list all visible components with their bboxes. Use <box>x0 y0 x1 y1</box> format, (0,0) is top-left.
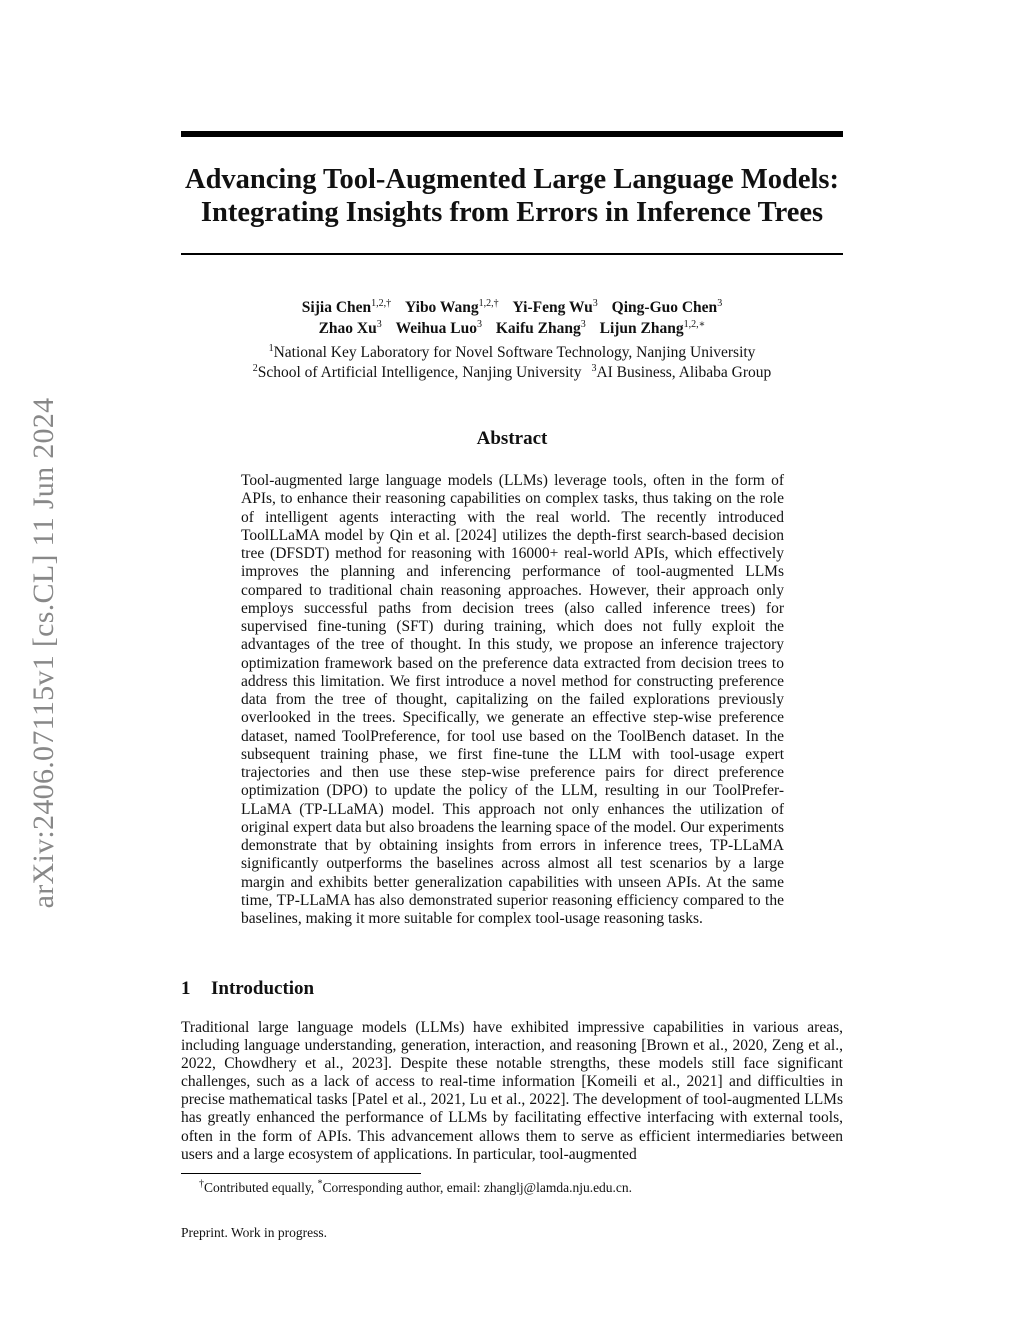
abstract-heading: Abstract <box>476 428 548 449</box>
author: Kaifu Zhang$^3$ <box>495 318 586 337</box>
affiliation-1: $^1$National Key Laboratory for Novel Software Technology, Nanjing University <box>268 342 756 361</box>
preprint-note: Preprint. Work in progress. <box>181 1225 328 1240</box>
title-line-1: Advancing Tool-Augmented Large Language Models: <box>185 164 839 195</box>
author: Yibo Wang$^{1,2,\dagger}$ <box>405 297 499 316</box>
author: Lijun Zhang$^{1,2,∗}$ <box>599 318 706 337</box>
author: Yi-Feng Wu$^3$ <box>512 297 598 316</box>
author: Sijia Chen$^{1,2,\dagger}$ <box>301 297 392 316</box>
title-line-2: Integrating Insights from Errors in Inference Trees <box>200 197 824 228</box>
author-row-2 <box>150 318 874 339</box>
section-number: 1 <box>181 978 191 999</box>
author-list <box>150 297 874 339</box>
title-top-rule <box>181 131 843 137</box>
title-bottom-rule <box>181 253 843 255</box>
affiliation-2-3: $^2$School of Artificial Intelligence, Nanjing University $^3$AI Business, Alibaba Group <box>252 362 772 381</box>
section-heading-introduction <box>181 978 314 1000</box>
footnote-rule <box>181 1173 421 1174</box>
introduction-text: Traditional large language models (LLMs) have exhibited impressive capabilities in various areas, including language understanding, generation, interaction, and reasoning [Brown et al., 2020, Zeng et al., 2022, Chowdhery et al., 2023]. Despite these notable strengths, these models still face significant challenges, such as a lack of access to real-time information [Komeili et al., 2021] and difficulties in precise mathematical tasks [Patel et al., 2021, Lu et al., 2022]. The development of tool-augmented LLMs has greatly enhanced the performance of LLMs by facilitating effective interfacing with external tools, often in the form of APIs. This advancement allows them to serve as efficient intermediaries between users and a large ecosystem of applications. In particular, tool-augmented <box>181 1019 843 1163</box>
section-title: Introduction <box>211 978 315 999</box>
author-row-1 <box>150 297 874 318</box>
abstract-text: Tool-augmented large language models (LLMs) leverage tools, often in the form of APIs, to enhance their reasoning capabilities on complex tasks, thus taking on the role of intelligent agents interacting with the real world. The recently introduced ToolLLaMA model by Qin et al. [2024] utilizes the depth-first search-based decision tree (DFSDT) method for reasoning with 16000+ real-world APIs, which effectively improves the planning and inferencing performance of tool-augmented LLMs compared to traditional chain reasoning approaches. However, their approach only employs successful paths from decision trees (also called inference trees) for supervised fine-tuning (SFT) during training, which does not fully exploit the advantages of the tree of thought. In this study, we propose an inference trajectory optimization framework based on the preference data extracted from decision trees to address this limitation. We first introduce a novel method for constructing preference data from the tree of thought, capitalizing on the failed explorations previously overlooked in the trees. Specifically, we generate an effective step-wise preference dataset, named ToolPreference, for tool use based on the ToolBench dataset. In the subsequent training phase, we first fine-tune the LLM with tool-usage expert trajectories and then use these step-wise preference pairs for direct preference optimization (DPO) to update the policy of the LLM, resulting in our ToolPrefer-LLaMA (TP-LLaMA) model. This approach not only enhances the utilization of original expert data but also broadens the learning space of the model. Our experiments demonstrate that by obtaining insights from errors in inference trees, TP-LLaMA significantly outperforms the baselines across almost all test scenarios by a large margin and exhibits better generalization capabilities with unseen APIs. At the same time, TP-LLaMA has also demonstrated superior reasoning efficiency compared to the baselines, making it more suitable for complex tool-usage reasoning tasks. <box>241 472 784 927</box>
paper-title <box>150 163 874 229</box>
arxiv-sidebar-stamp: arXiv:2406.07115v1 [cs.CL] 11 Jun 2024 <box>27 397 60 909</box>
affiliations <box>150 343 874 383</box>
footnote: †Contributed equally, *Corresponding author, email: zhanglj@lamda.nju.edu.cn. <box>199 1178 633 1195</box>
author: Zhao Xu$^3$ <box>318 318 382 337</box>
author: Weihua Luo$^3$ <box>395 318 482 337</box>
author: Qing-Guo Chen$^3$ <box>611 297 723 316</box>
